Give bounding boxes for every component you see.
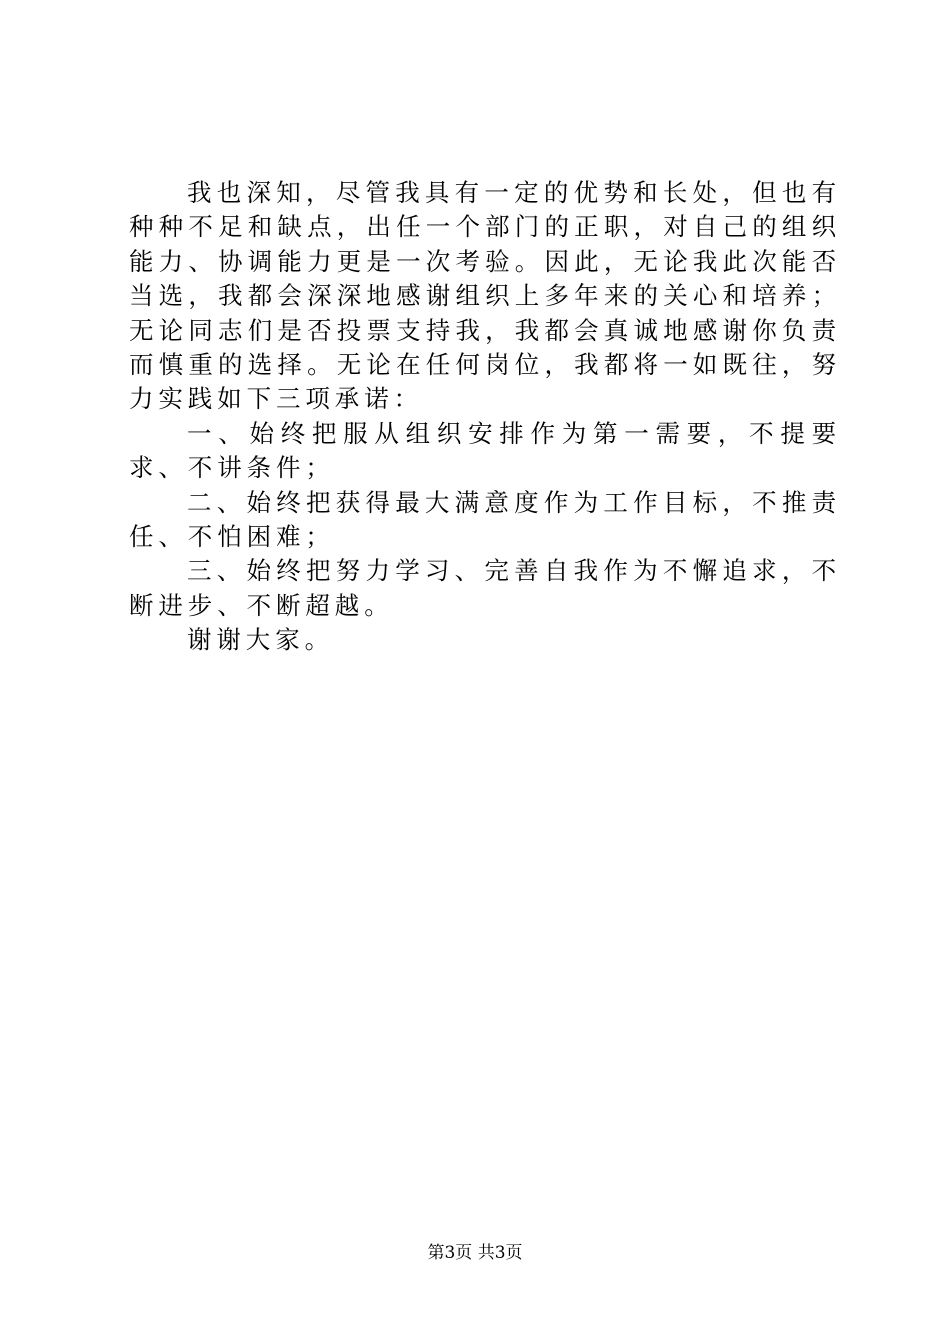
document-body (129, 176, 841, 658)
paragraph-commitment-3: 三、始终把努力学习、完善自我作为不懈追求，不断进步、不断超越。 (129, 556, 841, 620)
paragraph-commitment-1: 一、始终把服从组织安排作为第一需要，不提要求、不讲条件； (129, 418, 841, 483)
paragraph-intro: 我也深知，尽管我具有一定的优势和长处，但也有种种不足和缺点，出任一个部门的正职，对自己的组织能力、协调能力更是一次考验。因此，无论我此次能否当选，我都会深深地感谢组织上多年来的关心和培养；无论同志们是否投票支持我，我都会真诚地感谢你负责而慎重的选择。无论在任何岗位，我都将一如既往，努力实践如下三项承诺： (129, 178, 841, 414)
paragraph-thanks: 谢谢大家。 (187, 625, 334, 655)
paragraph-commitment-2: 二、始终把获得最大满意度作为工作目标，不推责任、不怕困难； (129, 487, 841, 552)
page-footer (0, 1241, 950, 1265)
page-number-label: 第3页 共3页 (427, 1243, 523, 1263)
